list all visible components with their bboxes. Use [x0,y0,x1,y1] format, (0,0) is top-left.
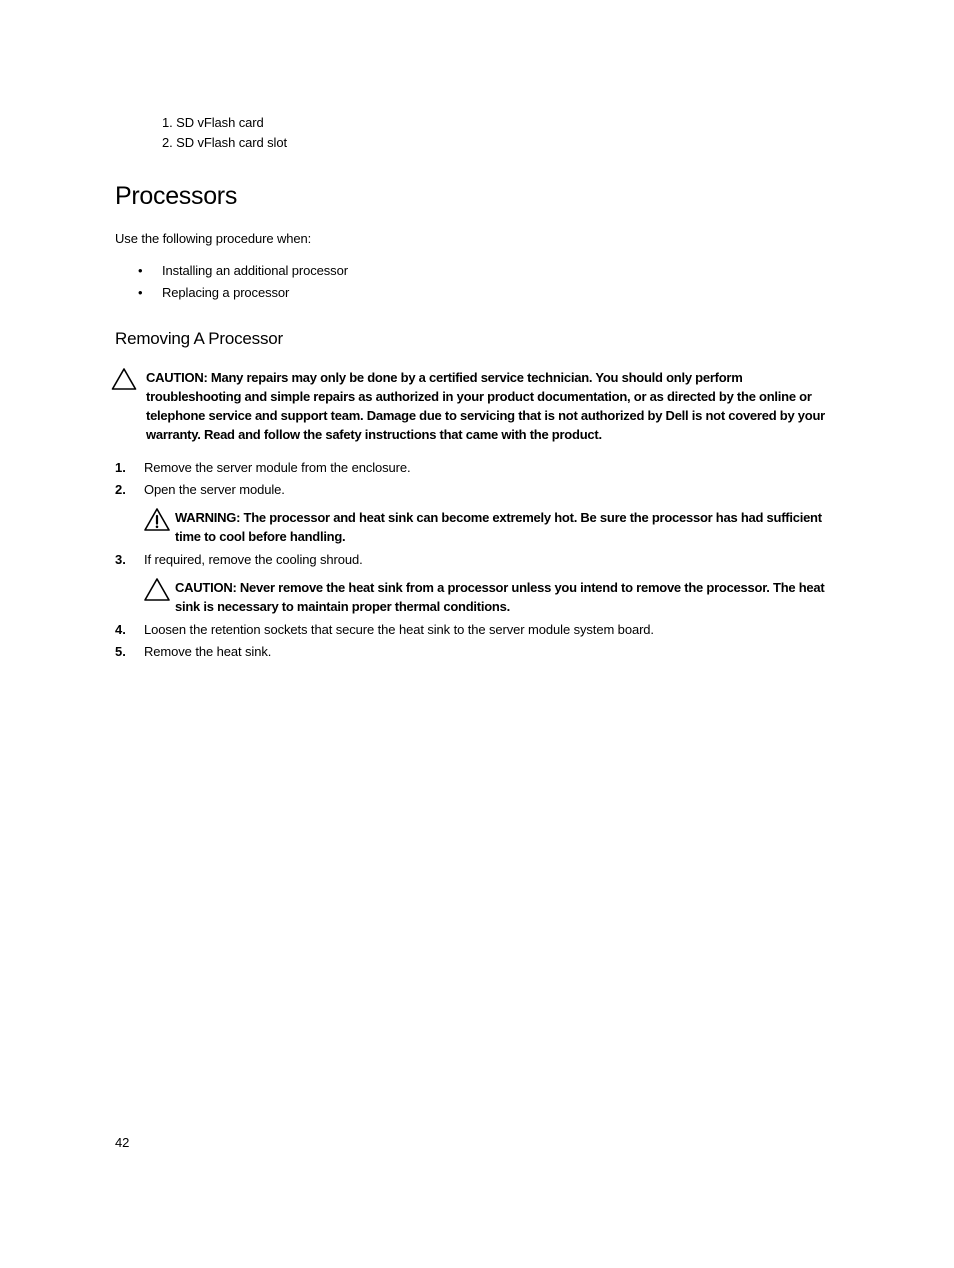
step-number: 1. [115,460,126,475]
figure-legend-item: 1. SD vFlash card [162,115,264,130]
list-item: Installing an additional processor [162,263,348,278]
step-number: 2. [115,482,126,497]
subsection-title: Removing A Processor [115,329,283,348]
step-text: Remove the server module from the enclosure. [144,460,411,475]
section-title: Processors [115,182,238,210]
step-text: Remove the heat sink. [144,644,272,659]
figure-legend-item: 2. SD vFlash card slot [162,135,287,150]
bullet-glyph: • [138,285,143,300]
step-number: 5. [115,644,126,659]
step-number: 3. [115,552,126,567]
caution-text-line: warranty. Read and follow the safety instructions that came with the product. [146,427,602,442]
bullet-glyph: • [138,263,143,278]
caution-text-line: CAUTION: Many repairs may only be done by a certified service technician. You should only perform [146,370,743,385]
warning-text-line: time to cool before handling. [175,529,346,544]
warning-text-line: WARNING: The processor and heat sink can become extremely hot. Be sure the processor has had sufficient [175,510,822,525]
step-number: 4. [115,622,126,637]
caution-icon [111,367,137,391]
step-text: If required, remove the cooling shroud. [144,552,363,567]
page-number: 42 [115,1135,130,1150]
section-intro: Use the following procedure when: [115,231,312,246]
caution-text-line: CAUTION: Never remove the heat sink from a processor unless you intend to remove the processor. The heat [175,580,825,595]
caution-text-line: troubleshooting and simple repairs as authorized in your product documentation, or as directed by the online or [146,389,812,404]
caution-text-line: sink is necessary to maintain proper thermal conditions. [175,599,510,614]
caution-icon [143,577,171,602]
step-text: Open the server module. [144,482,285,497]
list-item: Replacing a processor [162,285,290,300]
caution-text-line: telephone service and support team. Damage due to servicing that is not authorized by Dell is not covered by your [146,408,825,423]
step-text: Loosen the retention sockets that secure the heat sink to the server module system board. [144,622,654,637]
warning-icon [143,507,171,532]
